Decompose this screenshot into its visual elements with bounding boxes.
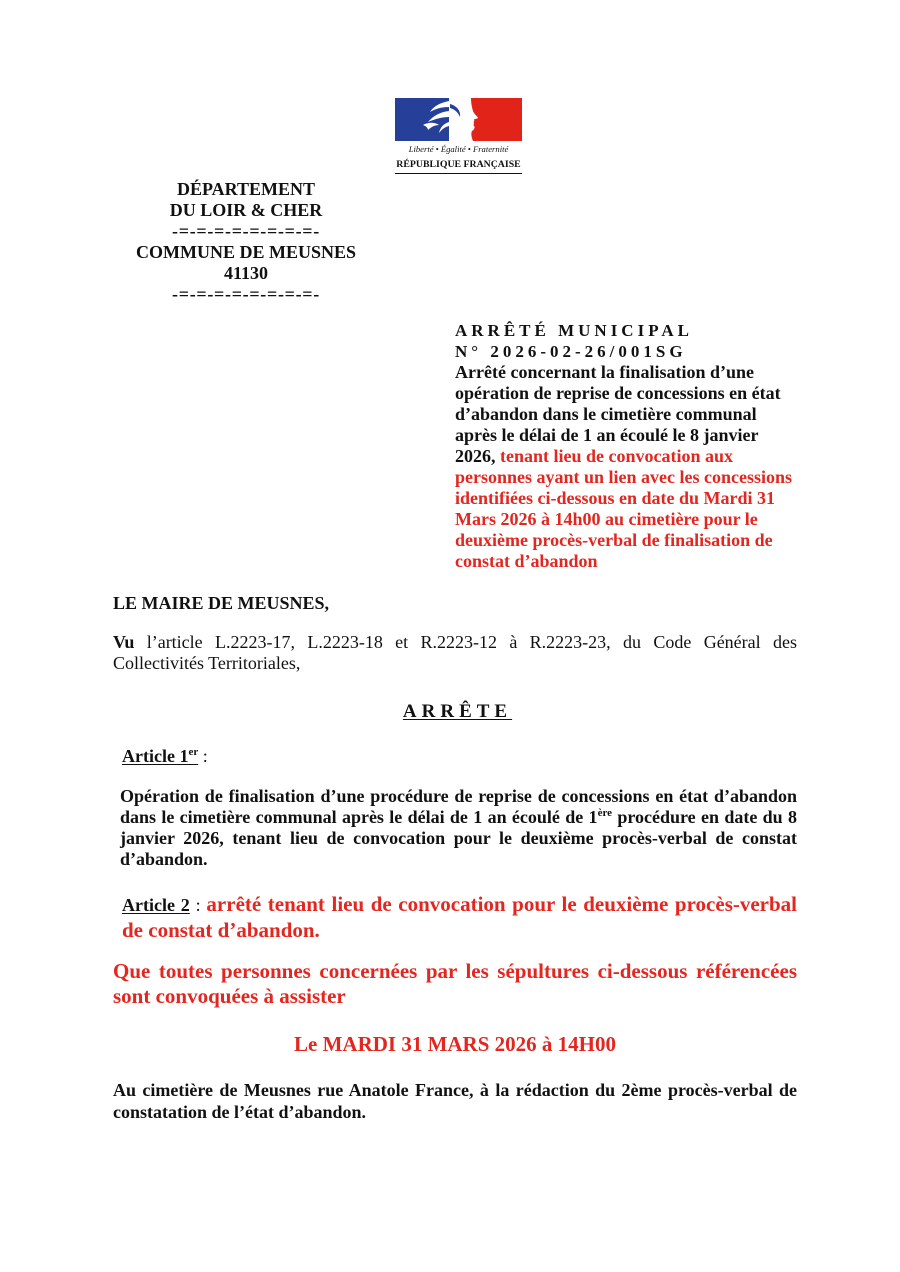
article-2-label: Article 2: [122, 895, 190, 915]
article-1-text-part: Opération de finalisation d’une procédure de reprise de concessions en état d’abandon dans le cimetière communal après le délai de 1 an écoulé de 1: [120, 786, 797, 827]
article-1-text-part: procédure en date du 8 janvier 2026, tenant lieu de convocation pour le deuxième procès-verbal de constat d’abandon.: [120, 807, 798, 869]
decree-subject-line-mixed: [455, 446, 792, 467]
summons-paragraph: Que toutes personnes concernées par les sépultures ci-dessous référencées sont convoquées à assister: [113, 959, 797, 1008]
republique-francaise-logo: [395, 98, 522, 174]
postal-code: 41130: [223, 263, 268, 283]
meeting-datetime: Le MARDI 31 MARS 2026 à 14H00: [294, 1032, 616, 1056]
decree-subject-line: d’abandon dans le cimetière communal: [455, 404, 757, 424]
article-1-colon: :: [202, 746, 208, 766]
legal-basis-paragraph: [113, 632, 797, 674]
decree-number: N° 2026-02-26/001SG: [455, 342, 687, 361]
decree-subject-convocation: tenant lieu de convocation aux: [500, 446, 734, 466]
department-header: [96, 179, 396, 305]
decree-subject-line: Arrêté concernant la finalisation d’une: [455, 362, 754, 382]
logo-name: RÉPUBLIQUE FRANÇAISE: [395, 159, 522, 174]
department-name: DU LOIR & CHER: [169, 200, 323, 220]
article-2-text: arrêté tenant lieu de convocation pour le deuxième procès-verbal de constat d’abandon.: [122, 892, 798, 942]
article-1-heading: [122, 746, 208, 767]
article-1-text: [120, 786, 797, 870]
decree-subject-line-red: Mars 2026 à 14h00 au cimetière pour le: [455, 509, 758, 529]
decree-subject-line-red: deuxième procès-verbal de finalisation de: [455, 530, 773, 550]
article-1-label-group: [122, 746, 198, 766]
article-1-label: Article 1: [122, 746, 189, 766]
decree-subject-line-red: identifiées ci-dessous en date du Mardi 31: [455, 488, 776, 508]
logo-motto: Liberté • Égalité • Fraternité: [408, 144, 509, 154]
article-1-ordinal: er: [188, 746, 199, 758]
decree-title: ARRÊTÉ MUNICIPAL: [455, 321, 693, 340]
meeting-location: Au cimetière de Meusnes rue Anatole France, à la rédaction du 2ème procès-verbal de constatation de l’état d’abandon.: [113, 1080, 797, 1122]
decree-subject-line-red: personnes ayant un lien avec les concessions: [455, 467, 793, 487]
decree-subject-line: après le délai de 1 an écoulé le 8 janvier: [455, 425, 759, 445]
marianne-flag-icon: [395, 98, 522, 141]
decree-subject-line-red: constat d’abandon: [455, 551, 598, 571]
decree-subject-year: 2026,: [455, 446, 496, 466]
department-label: DÉPARTEMENT: [176, 179, 316, 199]
article-2: [122, 892, 797, 944]
header-separator: -=-=-=-=-=-=-=-=-: [172, 221, 320, 241]
article-1-text-ordinal: ère: [597, 807, 613, 819]
decision-heading-text: ARRÊTE: [402, 701, 513, 722]
decree-subject-line: opération de reprise de concessions en état: [455, 383, 781, 403]
header-separator: -=-=-=-=-=-=-=-=-: [172, 284, 320, 304]
mayor-heading: LE MAIRE DE MEUSNES,: [113, 593, 330, 613]
legal-basis-text: l’article L.2223-17, L.2223-18 et R.2223-12 à R.2223-23, du Code Général des Collectivités Territoriales,: [113, 632, 797, 673]
article-2-colon: :: [195, 895, 201, 915]
commune-name: COMMUNE DE MEUSNES: [135, 242, 356, 262]
decision-heading: [113, 700, 797, 724]
decree-header: [455, 320, 792, 572]
legal-basis-lead: Vu: [113, 632, 135, 652]
